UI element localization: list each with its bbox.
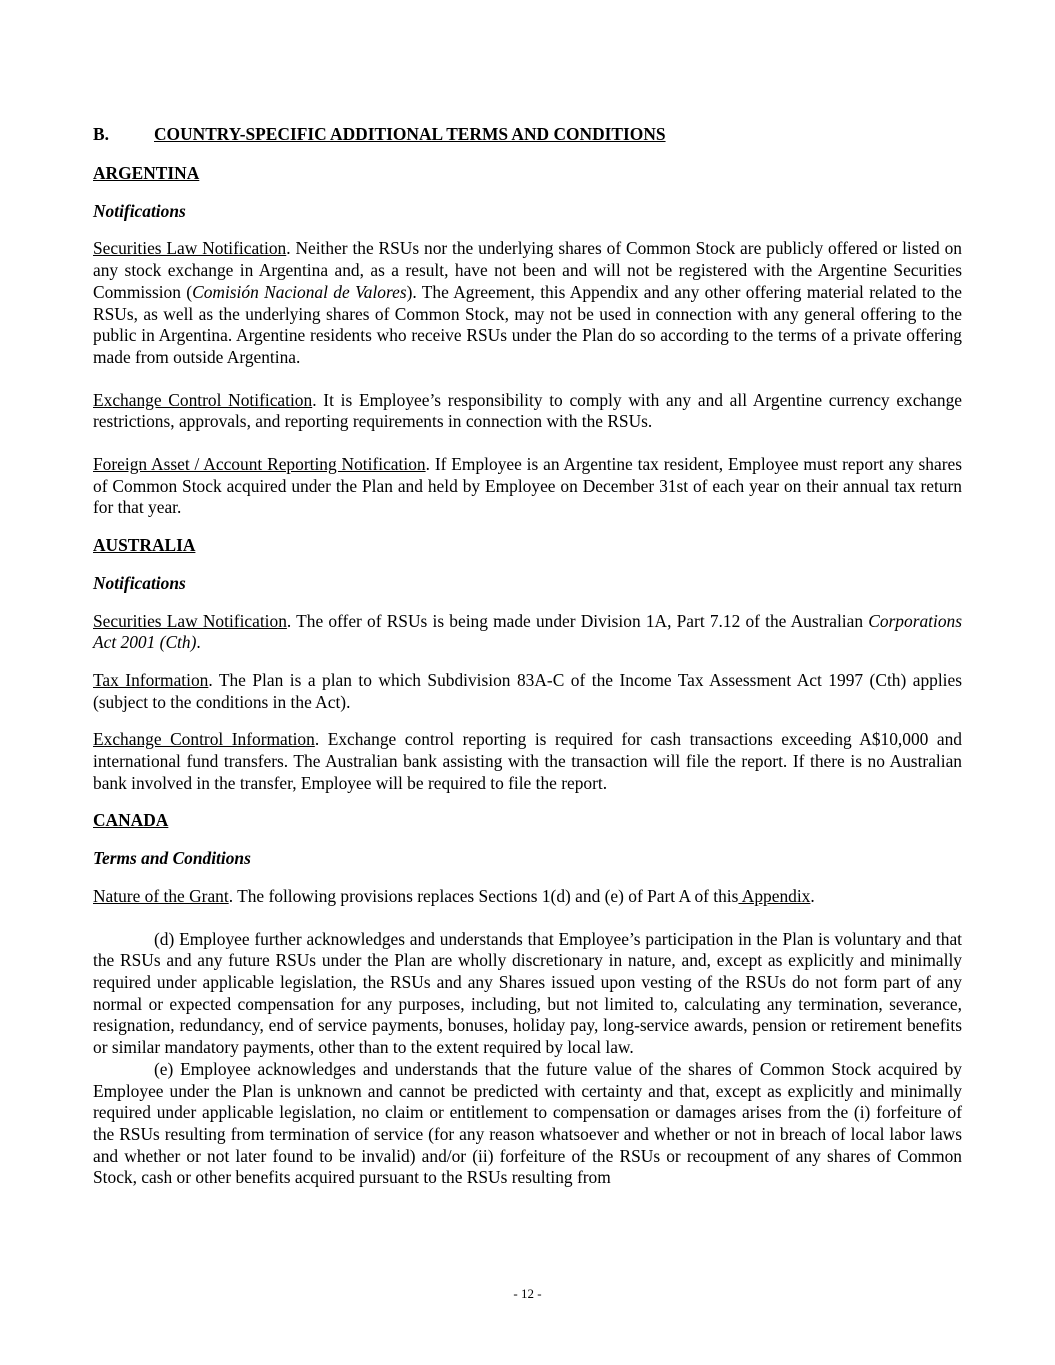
country-heading-argentina: ARGENTINA: [93, 163, 200, 183]
paragraph-heading: Exchange Control Information: [93, 729, 315, 750]
argentina-securities-paragraph: Securities Law Notification. Neither the RSUs nor the underlying shares of Common Stock are publicly offered or listed on any stock exchange in Argentina and, as a result, have not been and will not be registered with the Argentine Securities Commission (Comisión Nacional de Valores). The Agreement, this Appendix and any other offering material related to the RSUs, as well as the underlying shares of Common Stock, may not be used in connection with any general offering to the public in Argentina. Argentine residents who receive RSUs under the Plan do so according to the terms of a private offering made from outside Argentina.: [93, 238, 963, 367]
document-page: [93, 124, 962, 1189]
country-heading-canada: CANADA: [93, 810, 169, 831]
subheading-terms-and-conditions: Terms and Conditions: [93, 848, 251, 869]
country-heading-australia: AUSTRALIA: [93, 535, 196, 556]
section-heading: [93, 124, 962, 146]
paragraph-heading: Securities Law Notification: [93, 238, 287, 259]
paragraph-heading: Foreign Asset / Account Reporting Notification: [93, 454, 426, 475]
australia-exchange-paragraph: Exchange Control Information. Exchange control reporting is required for cash transactions exceeding A$10,000 and international fund transfers. The Australian bank assisting with the transaction will file the report. If there is no Australian bank involved in the transfer, Employee will be required to file the report.: [93, 729, 963, 793]
canada-clause-d: (d) Employee further acknowledges and understands that Employee’s participation in the Plan is voluntary and that the RSUs and any future RSUs under the Plan are wholly discretionary in nature, and, except as explicitly and minimally required under applicable legislation, the RSUs and any Shares issued upon vesting of the RSUs do not form part of any normal or expected compensation for any purposes, including, but not limited to, calculating any termination, severance, resignation, redundancy, end of service payments, bonuses, holiday pay, long-service awards, pension or retirement benefits or similar mandatory payments, other than to the extent required by local law.: [93, 928, 962, 1058]
paragraph-heading: Exchange Control Notification: [93, 389, 313, 410]
canada-clause-e: (e) Employee acknowledges and understands that the future value of the shares of Common Stock acquired by Employee under the Plan is unknown and cannot be predicted with certainty and that, except as explicitly and minimally required under applicable legislation, no claim or entitlement to compensation or damages arises from the (i) forfeiture of the RSUs resulting from termination of service (for any reason whatsoever and whether or not in breach of local labor laws and whether or not later found to be invalid) and/or (ii) forfeiture of the RSUs or recoupment of any shares of Common Stock, cash or other benefits acquired pursuant to the RSUs resulting from: [93, 1058, 962, 1188]
page-number: - 12 -: [513, 1286, 542, 1301]
paragraph-heading: Nature of the Grant: [93, 885, 229, 906]
subheading-notifications: Notifications: [93, 200, 186, 221]
australia-tax-paragraph: Tax Information. The Plan is a plan to which Subdivision 83A-C of the Income Tax Assessment Act 1997 (Cth) applies (subject to the conditions in the Act).: [93, 669, 962, 712]
section-number: B.: [93, 124, 109, 144]
argentina-exchange-paragraph: Exchange Control Notification. It is Employee’s responsibility to comply with any and all Argentine currency exchange restrictions, approvals, and reporting requirements in connection with the RSUs.: [93, 389, 962, 432]
paragraph-heading: Tax Information: [93, 669, 209, 690]
paragraph-heading: Securities Law Notification: [93, 610, 287, 631]
australia-securities-paragraph: Securities Law Notification. The offer of RSUs is being made under Division 1A, Part 7.12 of the Australian Corporations Act 2001 (Cth).: [93, 610, 962, 653]
argentina-foreign-asset-paragraph: Foreign Asset / Account Reporting Notification. If Employee is an Argentine tax resident, Employee must report any shares of Common Stock acquired under the Plan and held by Employee on December 31st of each year on their annual tax return for that year.: [93, 454, 962, 518]
subheading-notifications: Notifications: [93, 572, 186, 593]
section-title: COUNTRY-SPECIFIC ADDITIONAL TERMS AND CONDITIONS: [154, 124, 666, 144]
canada-nature-paragraph: Nature of the Grant. The following provisions replaces Sections 1(d) and (e) of Part A of this Appendix.: [93, 885, 815, 906]
